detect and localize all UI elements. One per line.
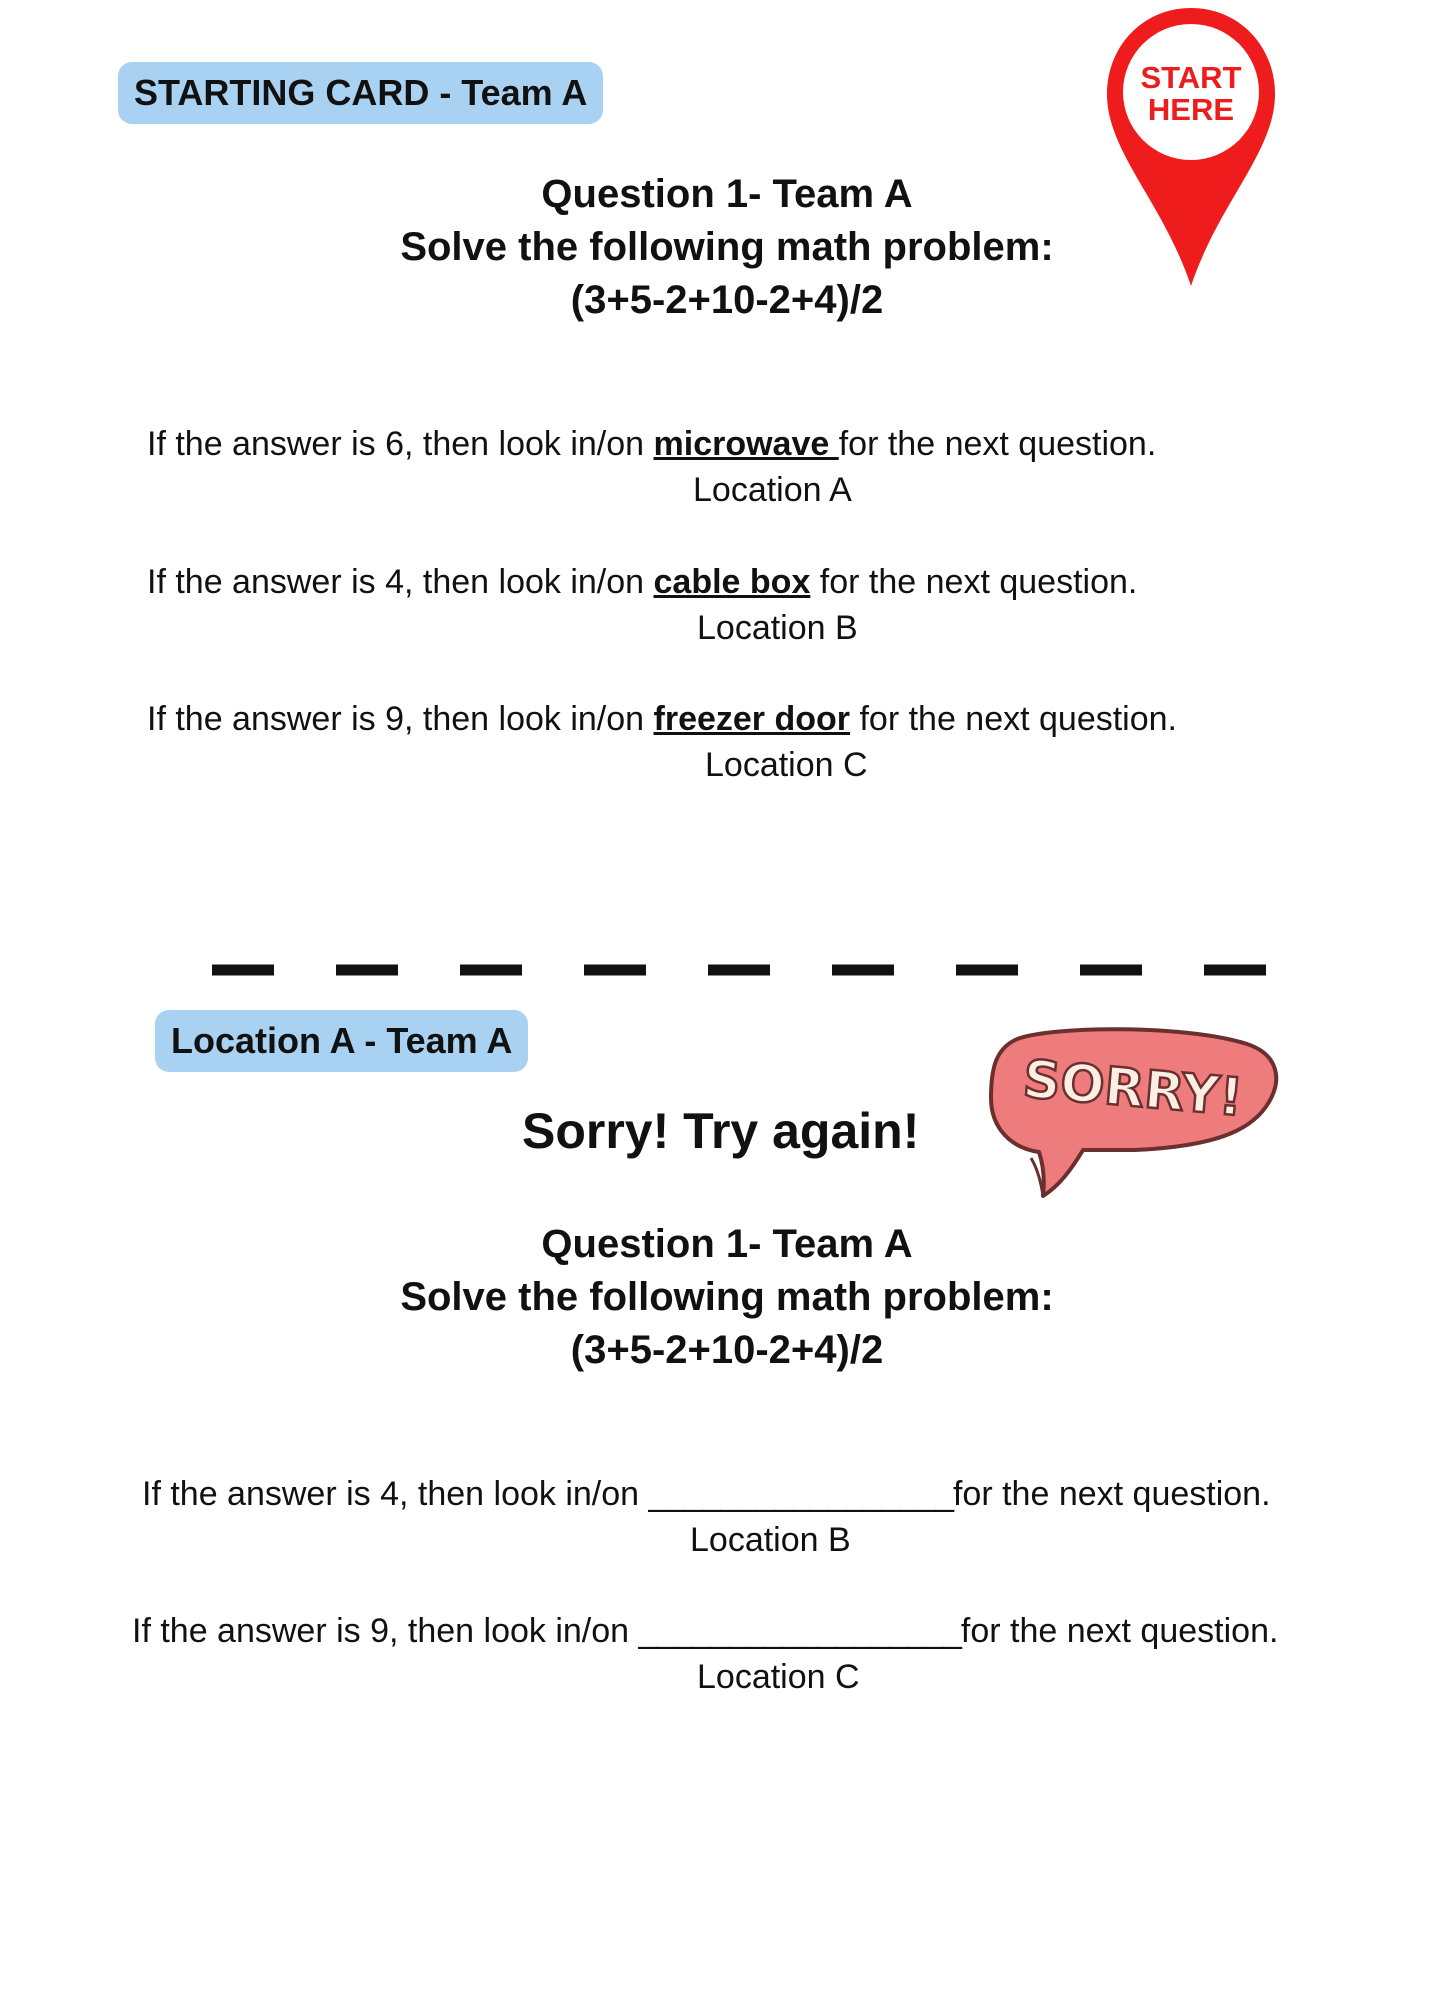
clue-sentence: If the answer is 9, then look in/on __________________for the next question.: [132, 1612, 1279, 1650]
math-problem: (3+5-2+10-2+4)/2: [570, 1328, 884, 1372]
clue-location: Location C: [705, 746, 868, 784]
clue-sentence: If the answer is 4, then look in/on cable box for the next question.: [147, 563, 1138, 601]
clue-location: Location B: [690, 1521, 851, 1559]
answer-blank: _________________: [648, 1475, 953, 1513]
clue-sentence: If the answer is 9, then look in/on freezer door for the next question.: [147, 700, 1177, 738]
top-question-block: [0, 168, 1454, 327]
clue-sentence: If the answer is 4, then look in/on _________________for the next question.: [142, 1475, 1271, 1513]
question-prompt: Solve the following math problem:: [400, 1275, 1054, 1319]
question-title: Question 1- Team A: [541, 1222, 913, 1266]
clue-place: cable box: [653, 563, 811, 601]
math-problem: (3+5-2+10-2+4)/2: [570, 278, 884, 322]
answer-blank: __________________: [638, 1612, 961, 1650]
location-card-badge: Location A - Team A: [155, 1010, 528, 1072]
clue-sentence: If the answer is 6, then look in/on microwave for the next question.: [147, 425, 1157, 463]
clue-location: Location C: [697, 1658, 860, 1696]
dashed-cut-line: [0, 955, 1454, 985]
clue-place: freezer door: [653, 700, 851, 738]
pin-line2: HERE: [1147, 92, 1235, 127]
bottom-question-block: [0, 1218, 1454, 1377]
question-prompt: Solve the following math problem:: [400, 225, 1054, 269]
sorry-bubble-text: SORRY!: [1020, 1049, 1246, 1129]
starting-card-badge: STARTING CARD - Team A: [118, 62, 603, 124]
clue-location: Location B: [697, 609, 858, 647]
clue-place: microwave: [653, 425, 839, 463]
pin-line1: START: [1140, 60, 1242, 95]
clue-location: Location A: [693, 471, 852, 509]
sorry-message: Sorry! Try again!: [522, 1103, 920, 1159]
question-title: Question 1- Team A: [541, 172, 913, 216]
sorry-speech-bubble-icon: [985, 1018, 1285, 1208]
